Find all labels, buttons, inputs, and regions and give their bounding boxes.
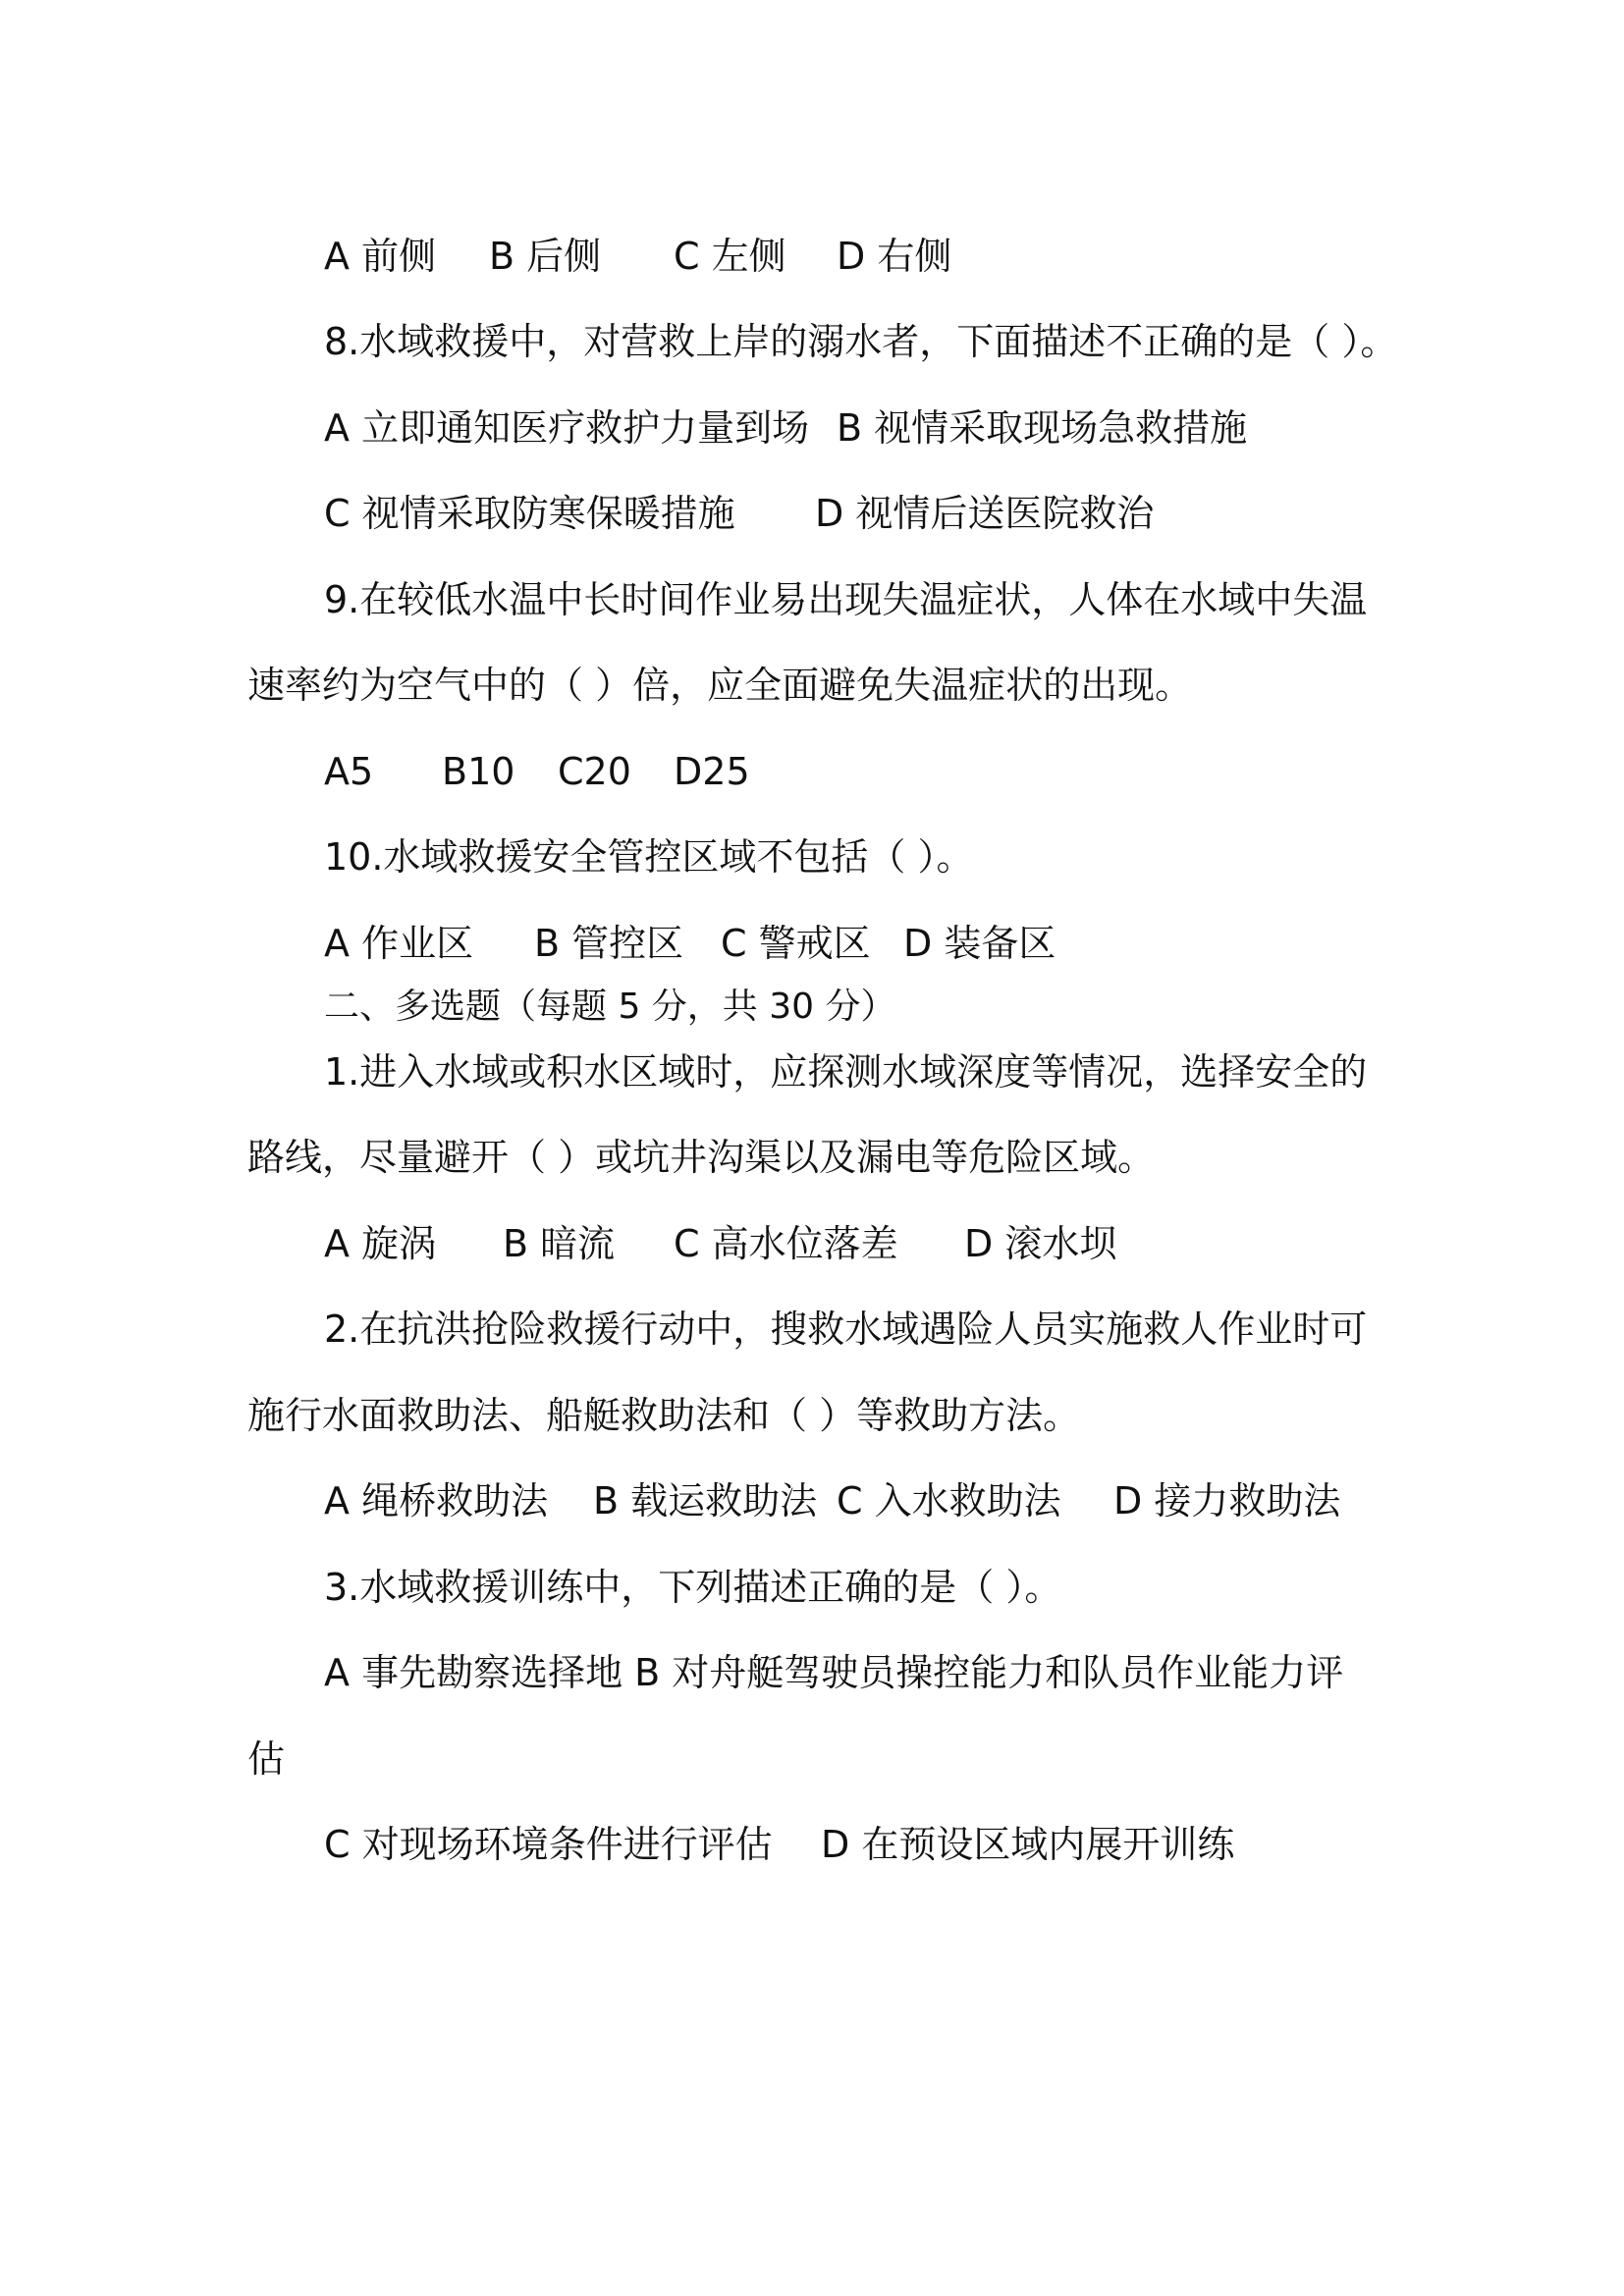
q8-options-ab — [247, 404, 1473, 452]
m3-options-line2: 估 — [247, 1737, 286, 1781]
m2-option-c: C 入水救助法 — [837, 1479, 1061, 1522]
q9-option-b: B10 — [442, 750, 515, 793]
q9-option-c: C20 — [558, 750, 631, 793]
q9-options — [247, 748, 1473, 795]
m2-options — [247, 1477, 1473, 1524]
q9-option-d: D25 — [674, 750, 750, 793]
m3-options-line1: A 事先勘察选择地 B 对舟艇驾驶员操控能力和队员作业能力评 — [324, 1651, 1344, 1694]
q10-options — [247, 920, 1473, 967]
q8-stem: 8.水域救援中，对营救上岸的溺水者，下面描述不正确的是（ ）。 — [324, 320, 1398, 363]
q7-option-d: D 右侧 — [837, 235, 952, 278]
m1-option-d: D 滚水坝 — [964, 1222, 1117, 1265]
q9-option-a: A5 — [324, 750, 374, 793]
m3-option-c: C 对现场环境条件进行评估 — [324, 1823, 773, 1866]
q10-option-c: C 警戒区 — [721, 922, 871, 965]
q8-option-c: C 视情采取防寒保暖措施 — [324, 492, 735, 535]
m1-option-a: A 旋涡 — [324, 1222, 437, 1265]
q8-options-cd — [247, 490, 1473, 537]
m1-options — [247, 1220, 1473, 1267]
q9-stem-line1: 9.在较低水温中长时间作业易出现失温症状，人体在水域中失温 — [324, 578, 1368, 621]
q7-option-a: A 前侧 — [324, 235, 437, 278]
m2-stem-line2: 施行水面救助法、船艇救助法和（ ）等救助方法。 — [247, 1394, 1081, 1437]
m2-stem-line1: 2.在抗洪抢险救援行动中，搜救水域遇险人员实施救人作业时可 — [324, 1308, 1368, 1351]
m1-option-c: C 高水位落差 — [674, 1222, 898, 1265]
m3-stem: 3.水域救援训练中，下列描述正确的是（ ）。 — [324, 1566, 1062, 1609]
q8-option-b: B 视情采取现场急救措施 — [837, 406, 1248, 450]
q7-options — [247, 233, 1473, 280]
section-multiple-choice-heading: 二、多选题（每题 5 分，共 30 分） — [324, 987, 896, 1027]
q10-option-d: D 装备区 — [903, 922, 1056, 965]
q7-option-b: B 后侧 — [489, 235, 602, 278]
q7-option-c: C 左侧 — [674, 235, 786, 278]
m3-option-d: D 在预设区域内展开训练 — [821, 1823, 1235, 1866]
m2-option-a: A 绳桥救助法 — [324, 1479, 549, 1522]
q9-stem-line2: 速率约为空气中的（ ）倍，应全面避免失温症状的出现。 — [247, 664, 1193, 707]
m3-options-cd — [247, 1821, 1473, 1868]
m1-stem-line1: 1.进入水域或积水区域时，应探测水域深度等情况，选择安全的 — [324, 1050, 1368, 1094]
q10-option-a: A 作业区 — [324, 922, 474, 965]
m1-option-b: B 暗流 — [503, 1222, 616, 1265]
q10-stem: 10.水域救援安全管控区域不包括（ ）。 — [324, 835, 974, 879]
m2-option-d: D 接力救助法 — [1113, 1479, 1341, 1522]
q8-option-a: A 立即通知医疗救护力量到场 — [324, 406, 810, 450]
m2-option-b: B 载运救助法 — [593, 1479, 818, 1522]
q8-option-d: D 视情后送医院救治 — [815, 492, 1155, 535]
m1-stem-line2: 路线，尽量避开（ ）或坑井沟渠以及漏电等危险区域。 — [247, 1136, 1156, 1179]
q10-option-b: B 管控区 — [534, 922, 684, 965]
